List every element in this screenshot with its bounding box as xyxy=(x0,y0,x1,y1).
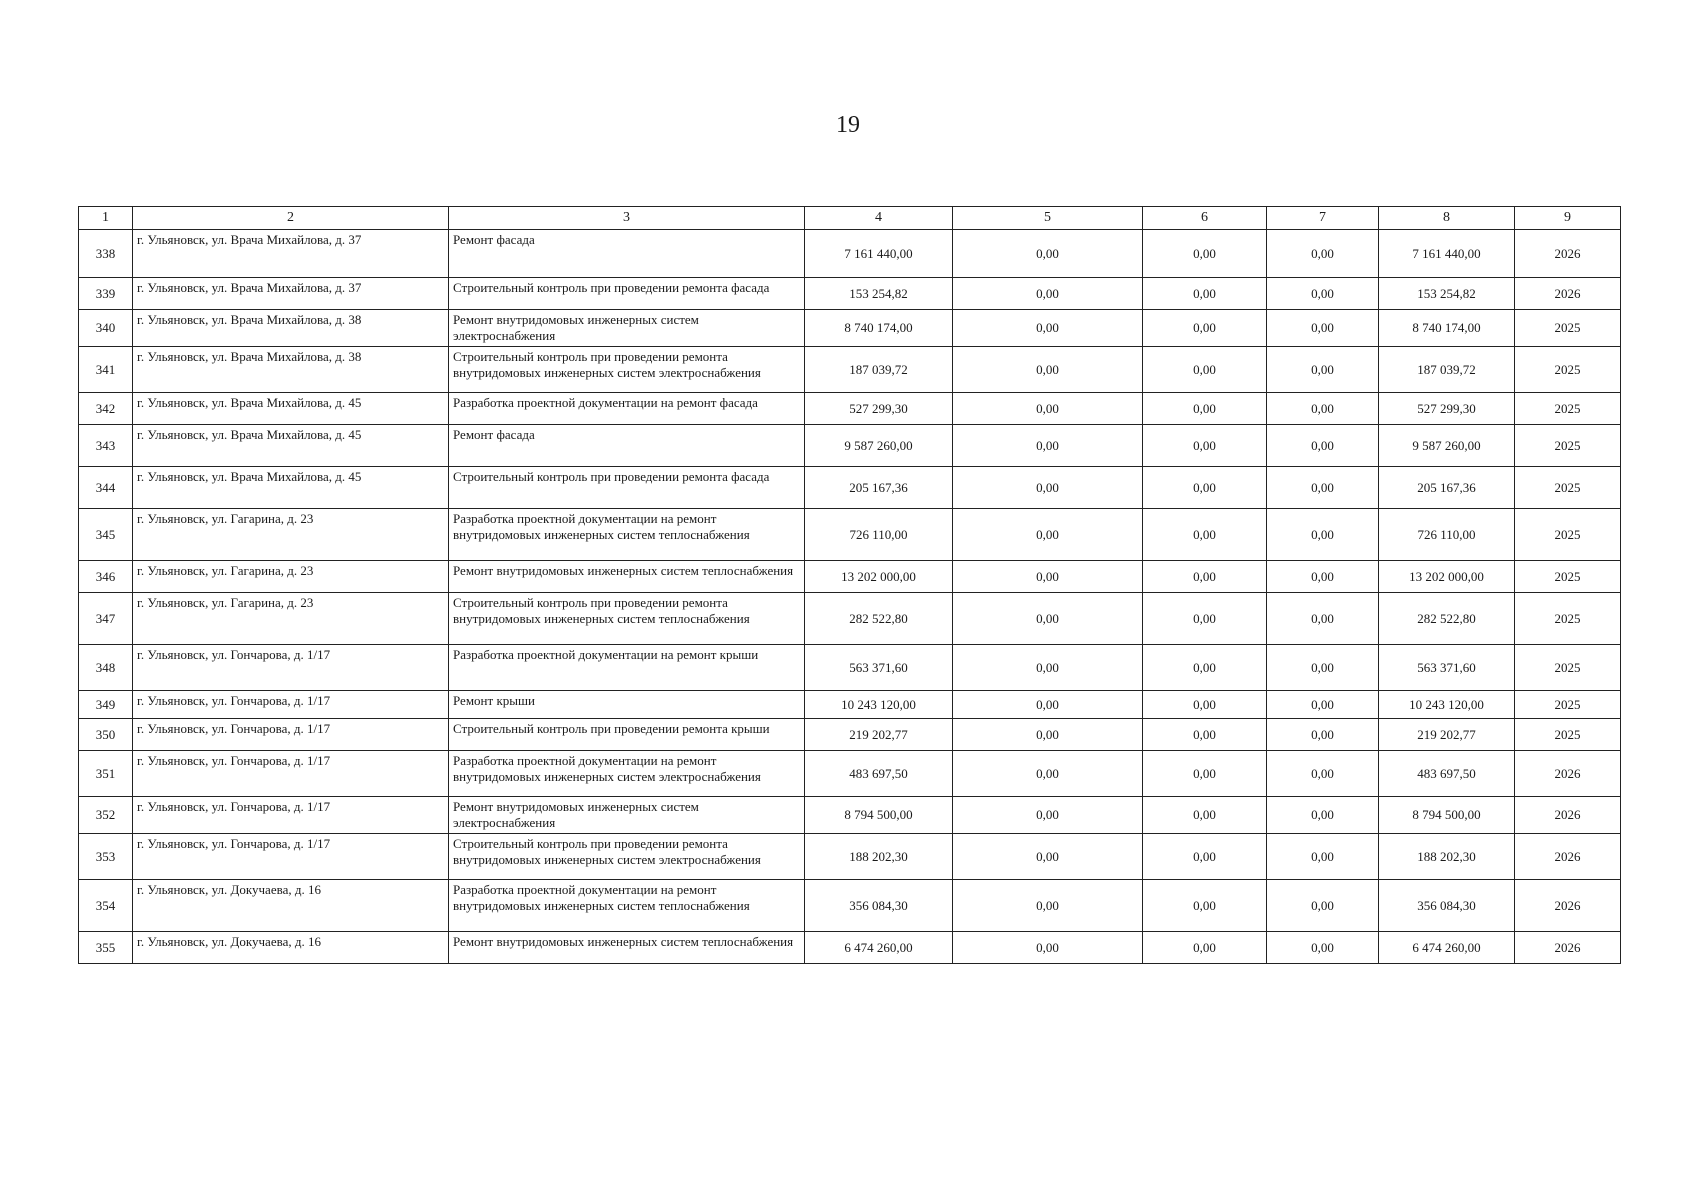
work-type-cell: Разработка проектной документации на ремонт крыши xyxy=(449,645,805,691)
column-header-6: 6 xyxy=(1143,207,1267,230)
col6-cell: 0,00 xyxy=(1143,719,1267,751)
col7-cell: 0,00 xyxy=(1267,691,1379,719)
col8-cell: 282 522,80 xyxy=(1379,593,1515,645)
row-number: 344 xyxy=(79,467,133,509)
year-cell: 2026 xyxy=(1515,834,1621,880)
col8-cell: 563 371,60 xyxy=(1379,645,1515,691)
row-number: 341 xyxy=(79,347,133,393)
work-type-cell: Разработка проектной документации на ремонт внутридомовых инженерных систем электроснабжения xyxy=(449,751,805,797)
col6-cell: 0,00 xyxy=(1143,278,1267,310)
cost-total-cell: 563 371,60 xyxy=(805,645,953,691)
year-cell: 2025 xyxy=(1515,561,1621,593)
address-cell: г. Ульяновск, ул. Врача Михайлова, д. 37 xyxy=(133,230,449,278)
year-cell: 2026 xyxy=(1515,278,1621,310)
year-cell: 2025 xyxy=(1515,347,1621,393)
col7-cell: 0,00 xyxy=(1267,561,1379,593)
col5-cell: 0,00 xyxy=(953,880,1143,932)
address-cell: г. Ульяновск, ул. Гагарина, д. 23 xyxy=(133,593,449,645)
column-header-9: 9 xyxy=(1515,207,1621,230)
row-number: 347 xyxy=(79,593,133,645)
cost-total-cell: 153 254,82 xyxy=(805,278,953,310)
column-header-3: 3 xyxy=(449,207,805,230)
work-type-cell: Ремонт внутридомовых инженерных систем электроснабжения xyxy=(449,797,805,834)
work-type-cell: Ремонт внутридомовых инженерных систем электроснабжения xyxy=(449,310,805,347)
work-type-cell: Ремонт крыши xyxy=(449,691,805,719)
row-number: 340 xyxy=(79,310,133,347)
cost-total-cell: 205 167,36 xyxy=(805,467,953,509)
year-cell: 2026 xyxy=(1515,932,1621,964)
row-number: 352 xyxy=(79,797,133,834)
year-cell: 2025 xyxy=(1515,719,1621,751)
year-cell: 2025 xyxy=(1515,467,1621,509)
col6-cell: 0,00 xyxy=(1143,751,1267,797)
col7-cell: 0,00 xyxy=(1267,393,1379,425)
col8-cell: 527 299,30 xyxy=(1379,393,1515,425)
work-type-cell: Строительный контроль при проведении ремонта фасада xyxy=(449,467,805,509)
address-cell: г. Ульяновск, ул. Гончарова, д. 1/17 xyxy=(133,751,449,797)
col5-cell: 0,00 xyxy=(953,278,1143,310)
col5-cell: 0,00 xyxy=(953,645,1143,691)
column-header-4: 4 xyxy=(805,207,953,230)
work-type-cell: Строительный контроль при проведении ремонта внутридомовых инженерных систем теплоснабжения xyxy=(449,593,805,645)
year-cell: 2025 xyxy=(1515,393,1621,425)
col7-cell: 0,00 xyxy=(1267,425,1379,467)
col5-cell: 0,00 xyxy=(953,467,1143,509)
row-number: 353 xyxy=(79,834,133,880)
table-row xyxy=(79,834,1621,880)
col7-cell: 0,00 xyxy=(1267,230,1379,278)
col8-cell: 219 202,77 xyxy=(1379,719,1515,751)
year-cell: 2025 xyxy=(1515,310,1621,347)
table-row xyxy=(79,467,1621,509)
table-row xyxy=(79,278,1621,310)
address-cell: г. Ульяновск, ул. Докучаева, д. 16 xyxy=(133,880,449,932)
address-cell: г. Ульяновск, ул. Врача Михайлова, д. 38 xyxy=(133,310,449,347)
col7-cell: 0,00 xyxy=(1267,645,1379,691)
col6-cell: 0,00 xyxy=(1143,230,1267,278)
column-header-1: 1 xyxy=(79,207,133,230)
col6-cell: 0,00 xyxy=(1143,932,1267,964)
col8-cell: 9 587 260,00 xyxy=(1379,425,1515,467)
row-number: 338 xyxy=(79,230,133,278)
col8-cell: 10 243 120,00 xyxy=(1379,691,1515,719)
table-row xyxy=(79,509,1621,561)
address-cell: г. Ульяновск, ул. Гончарова, д. 1/17 xyxy=(133,797,449,834)
address-cell: г. Ульяновск, ул. Докучаева, д. 16 xyxy=(133,932,449,964)
work-type-cell: Ремонт внутридомовых инженерных систем теплоснабжения xyxy=(449,561,805,593)
cost-total-cell: 8 740 174,00 xyxy=(805,310,953,347)
year-cell: 2025 xyxy=(1515,425,1621,467)
col5-cell: 0,00 xyxy=(953,230,1143,278)
address-cell: г. Ульяновск, ул. Гагарина, д. 23 xyxy=(133,561,449,593)
cost-total-cell: 187 039,72 xyxy=(805,347,953,393)
col6-cell: 0,00 xyxy=(1143,310,1267,347)
col6-cell: 0,00 xyxy=(1143,561,1267,593)
year-cell: 2026 xyxy=(1515,797,1621,834)
column-header-2: 2 xyxy=(133,207,449,230)
address-cell: г. Ульяновск, ул. Гончарова, д. 1/17 xyxy=(133,834,449,880)
col8-cell: 7 161 440,00 xyxy=(1379,230,1515,278)
column-header-7: 7 xyxy=(1267,207,1379,230)
col8-cell: 6 474 260,00 xyxy=(1379,932,1515,964)
cost-total-cell: 7 161 440,00 xyxy=(805,230,953,278)
table-row xyxy=(79,751,1621,797)
address-cell: г. Ульяновск, ул. Врача Михайлова, д. 45 xyxy=(133,467,449,509)
col6-cell: 0,00 xyxy=(1143,645,1267,691)
work-type-cell: Ремонт фасада xyxy=(449,425,805,467)
row-number: 355 xyxy=(79,932,133,964)
column-header-8: 8 xyxy=(1379,207,1515,230)
col7-cell: 0,00 xyxy=(1267,509,1379,561)
work-type-cell: Строительный контроль при проведении ремонта крыши xyxy=(449,719,805,751)
col7-cell: 0,00 xyxy=(1267,751,1379,797)
table-row xyxy=(79,797,1621,834)
address-cell: г. Ульяновск, ул. Врача Михайлова, д. 45 xyxy=(133,393,449,425)
col5-cell: 0,00 xyxy=(953,834,1143,880)
table-row xyxy=(79,932,1621,964)
col8-cell: 8 740 174,00 xyxy=(1379,310,1515,347)
col7-cell: 0,00 xyxy=(1267,719,1379,751)
table-row xyxy=(79,593,1621,645)
col6-cell: 0,00 xyxy=(1143,797,1267,834)
work-type-cell: Разработка проектной документации на ремонт внутридомовых инженерных систем теплоснабжения xyxy=(449,509,805,561)
col5-cell: 0,00 xyxy=(953,310,1143,347)
year-cell: 2026 xyxy=(1515,230,1621,278)
table-row xyxy=(79,230,1621,278)
cost-total-cell: 8 794 500,00 xyxy=(805,797,953,834)
year-cell: 2025 xyxy=(1515,509,1621,561)
cost-total-cell: 13 202 000,00 xyxy=(805,561,953,593)
row-number: 349 xyxy=(79,691,133,719)
col6-cell: 0,00 xyxy=(1143,593,1267,645)
row-number: 351 xyxy=(79,751,133,797)
col5-cell: 0,00 xyxy=(953,393,1143,425)
col5-cell: 0,00 xyxy=(953,751,1143,797)
cost-total-cell: 527 299,30 xyxy=(805,393,953,425)
address-cell: г. Ульяновск, ул. Врача Михайлова, д. 45 xyxy=(133,425,449,467)
table-row xyxy=(79,347,1621,393)
col6-cell: 0,00 xyxy=(1143,467,1267,509)
table-row xyxy=(79,719,1621,751)
table-row xyxy=(79,393,1621,425)
work-type-cell: Строительный контроль при проведении ремонта внутридомовых инженерных систем электроснабжения xyxy=(449,347,805,393)
column-header-5: 5 xyxy=(953,207,1143,230)
work-type-cell: Разработка проектной документации на ремонт фасада xyxy=(449,393,805,425)
cost-total-cell: 9 587 260,00 xyxy=(805,425,953,467)
col8-cell: 153 254,82 xyxy=(1379,278,1515,310)
year-cell: 2025 xyxy=(1515,691,1621,719)
col7-cell: 0,00 xyxy=(1267,347,1379,393)
year-cell: 2026 xyxy=(1515,880,1621,932)
row-number: 345 xyxy=(79,509,133,561)
table-row xyxy=(79,880,1621,932)
work-type-cell: Ремонт внутридомовых инженерных систем теплоснабжения xyxy=(449,932,805,964)
row-number: 339 xyxy=(79,278,133,310)
row-number: 346 xyxy=(79,561,133,593)
col8-cell: 13 202 000,00 xyxy=(1379,561,1515,593)
col8-cell: 483 697,50 xyxy=(1379,751,1515,797)
col5-cell: 0,00 xyxy=(953,561,1143,593)
col6-cell: 0,00 xyxy=(1143,425,1267,467)
col7-cell: 0,00 xyxy=(1267,880,1379,932)
col8-cell: 8 794 500,00 xyxy=(1379,797,1515,834)
col7-cell: 0,00 xyxy=(1267,932,1379,964)
col7-cell: 0,00 xyxy=(1267,593,1379,645)
page-number: 19 xyxy=(836,112,860,138)
cost-total-cell: 6 474 260,00 xyxy=(805,932,953,964)
col6-cell: 0,00 xyxy=(1143,880,1267,932)
col7-cell: 0,00 xyxy=(1267,278,1379,310)
year-cell: 2025 xyxy=(1515,593,1621,645)
col5-cell: 0,00 xyxy=(953,593,1143,645)
address-cell: г. Ульяновск, ул. Гагарина, д. 23 xyxy=(133,509,449,561)
col6-cell: 0,00 xyxy=(1143,691,1267,719)
works-table xyxy=(78,206,1621,964)
row-number: 343 xyxy=(79,425,133,467)
table-row xyxy=(79,645,1621,691)
col5-cell: 0,00 xyxy=(953,425,1143,467)
col8-cell: 187 039,72 xyxy=(1379,347,1515,393)
col5-cell: 0,00 xyxy=(953,797,1143,834)
address-cell: г. Ульяновск, ул. Гончарова, д. 1/17 xyxy=(133,691,449,719)
table-body xyxy=(79,230,1621,964)
address-cell: г. Ульяновск, ул. Врача Михайлова, д. 38 xyxy=(133,347,449,393)
row-number: 348 xyxy=(79,645,133,691)
cost-total-cell: 356 084,30 xyxy=(805,880,953,932)
col8-cell: 188 202,30 xyxy=(1379,834,1515,880)
col5-cell: 0,00 xyxy=(953,691,1143,719)
row-number: 342 xyxy=(79,393,133,425)
row-number: 350 xyxy=(79,719,133,751)
table-row xyxy=(79,561,1621,593)
cost-total-cell: 726 110,00 xyxy=(805,509,953,561)
header-row xyxy=(79,207,1621,230)
col5-cell: 0,00 xyxy=(953,347,1143,393)
table-row xyxy=(79,310,1621,347)
col6-cell: 0,00 xyxy=(1143,509,1267,561)
col8-cell: 356 084,30 xyxy=(1379,880,1515,932)
row-number: 354 xyxy=(79,880,133,932)
col8-cell: 726 110,00 xyxy=(1379,509,1515,561)
col6-cell: 0,00 xyxy=(1143,393,1267,425)
cost-total-cell: 282 522,80 xyxy=(805,593,953,645)
address-cell: г. Ульяновск, ул. Гончарова, д. 1/17 xyxy=(133,645,449,691)
cost-total-cell: 10 243 120,00 xyxy=(805,691,953,719)
col7-cell: 0,00 xyxy=(1267,797,1379,834)
work-type-cell: Строительный контроль при проведении ремонта фасада xyxy=(449,278,805,310)
cost-total-cell: 219 202,77 xyxy=(805,719,953,751)
col6-cell: 0,00 xyxy=(1143,347,1267,393)
work-type-cell: Ремонт фасада xyxy=(449,230,805,278)
work-type-cell: Строительный контроль при проведении ремонта внутридомовых инженерных систем электроснабжения xyxy=(449,834,805,880)
col6-cell: 0,00 xyxy=(1143,834,1267,880)
cost-total-cell: 188 202,30 xyxy=(805,834,953,880)
table-row xyxy=(79,425,1621,467)
col5-cell: 0,00 xyxy=(953,932,1143,964)
col5-cell: 0,00 xyxy=(953,509,1143,561)
year-cell: 2026 xyxy=(1515,751,1621,797)
col7-cell: 0,00 xyxy=(1267,310,1379,347)
cost-total-cell: 483 697,50 xyxy=(805,751,953,797)
col8-cell: 205 167,36 xyxy=(1379,467,1515,509)
col7-cell: 0,00 xyxy=(1267,467,1379,509)
table-row xyxy=(79,691,1621,719)
col5-cell: 0,00 xyxy=(953,719,1143,751)
address-cell: г. Ульяновск, ул. Гончарова, д. 1/17 xyxy=(133,719,449,751)
year-cell: 2025 xyxy=(1515,645,1621,691)
col7-cell: 0,00 xyxy=(1267,834,1379,880)
address-cell: г. Ульяновск, ул. Врача Михайлова, д. 37 xyxy=(133,278,449,310)
work-type-cell: Разработка проектной документации на ремонт внутридомовых инженерных систем теплоснабжения xyxy=(449,880,805,932)
